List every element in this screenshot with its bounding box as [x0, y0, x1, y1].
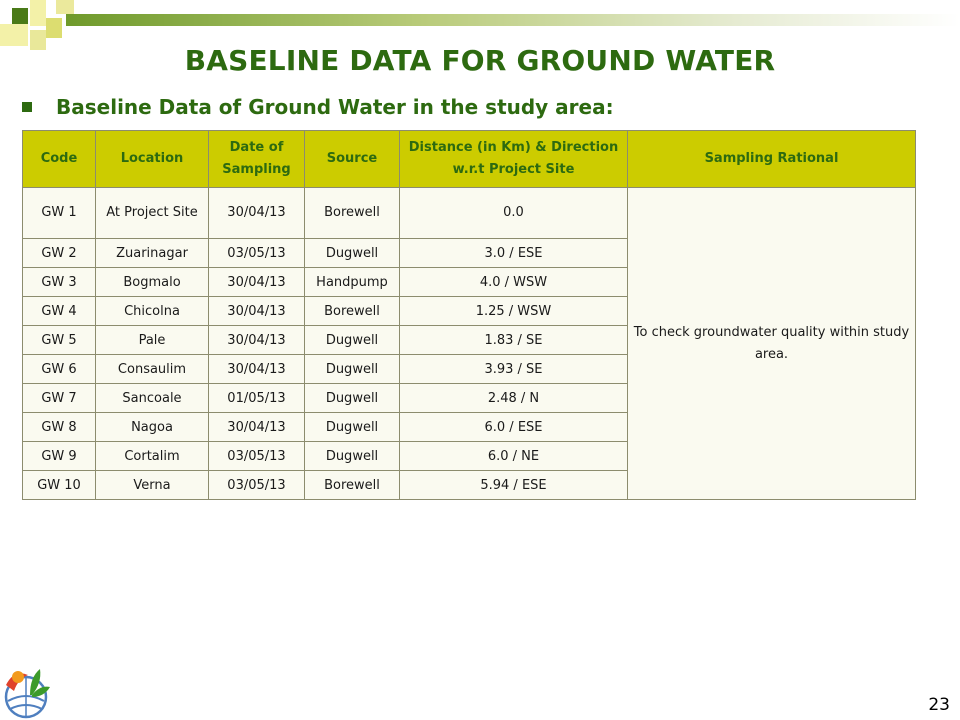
cell-date: 30/04/13 — [209, 297, 305, 326]
cell-distance: 1.25 / WSW — [400, 297, 628, 326]
cell-date: 03/05/13 — [209, 239, 305, 268]
cell-code: GW 3 — [23, 268, 96, 297]
cell-distance: 3.0 / ESE — [400, 239, 628, 268]
cell-location: Bogmalo — [96, 268, 209, 297]
cell-code: GW 1 — [23, 188, 96, 239]
cell-location: Pale — [96, 326, 209, 355]
column-header-code: Code — [23, 131, 96, 188]
cell-location: Zuarinagar — [96, 239, 209, 268]
cell-date: 03/05/13 — [209, 442, 305, 471]
cell-distance: 5.94 / ESE — [400, 471, 628, 500]
cell-location: At Project Site — [96, 188, 209, 239]
decor-square — [0, 24, 28, 46]
column-header-date: Date of Sampling — [209, 131, 305, 188]
cell-code: GW 10 — [23, 471, 96, 500]
cell-source: Dugwell — [305, 442, 400, 471]
cell-distance: 6.0 / NE — [400, 442, 628, 471]
cell-date: 30/04/13 — [209, 413, 305, 442]
table-header-row — [23, 131, 916, 188]
slide-subtitle: Baseline Data of Ground Water in the study area: — [56, 95, 614, 119]
cell-code: GW 2 — [23, 239, 96, 268]
cell-date: 30/04/13 — [209, 188, 305, 239]
slide-title: BASELINE DATA FOR GROUND WATER — [184, 44, 776, 77]
cell-code: GW 5 — [23, 326, 96, 355]
cell-date: 30/04/13 — [209, 355, 305, 384]
page-number: 23 — [928, 695, 950, 715]
cell-date: 03/05/13 — [209, 471, 305, 500]
header-gradient-bar — [66, 14, 960, 26]
cell-code: GW 6 — [23, 355, 96, 384]
cell-source: Dugwell — [305, 239, 400, 268]
cell-distance: 6.0 / ESE — [400, 413, 628, 442]
decor-square — [30, 0, 46, 26]
decor-square — [46, 18, 62, 38]
column-header-source: Source — [305, 131, 400, 188]
cell-source: Borewell — [305, 297, 400, 326]
cell-source: Borewell — [305, 188, 400, 239]
decor-square — [12, 8, 28, 24]
cell-distance: 2.48 / N — [400, 384, 628, 413]
cell-source: Dugwell — [305, 326, 400, 355]
column-header-location: Location — [96, 131, 209, 188]
table-row — [23, 188, 916, 239]
cell-date: 30/04/13 — [209, 326, 305, 355]
cell-source: Dugwell — [305, 384, 400, 413]
subtitle-bullet-row — [22, 95, 614, 119]
cell-location: Sancoale — [96, 384, 209, 413]
cell-date: 30/04/13 — [209, 268, 305, 297]
cell-date: 01/05/13 — [209, 384, 305, 413]
cell-source: Dugwell — [305, 355, 400, 384]
cell-location: Chicolna — [96, 297, 209, 326]
cell-location: Consaulim — [96, 355, 209, 384]
organization-logo-icon — [0, 655, 56, 720]
cell-distance: 4.0 / WSW — [400, 268, 628, 297]
bullet-square-icon — [22, 102, 32, 112]
cell-location: Nagoa — [96, 413, 209, 442]
cell-location: Cortalim — [96, 442, 209, 471]
column-header-distance: Distance (in Km) & Direction w.r.t Project Site — [400, 131, 628, 188]
cell-source: Handpump — [305, 268, 400, 297]
cell-distance: 0.0 — [400, 188, 628, 239]
groundwater-table — [22, 130, 916, 500]
cell-code: GW 8 — [23, 413, 96, 442]
column-header-sampling-rational: Sampling Rational — [628, 131, 916, 188]
cell-location: Verna — [96, 471, 209, 500]
cell-source: Dugwell — [305, 413, 400, 442]
decor-square — [56, 0, 74, 14]
cell-code: GW 7 — [23, 384, 96, 413]
cell-source: Borewell — [305, 471, 400, 500]
cell-sampling-rational: To check groundwater quality within study area. — [628, 188, 916, 500]
cell-distance: 1.83 / SE — [400, 326, 628, 355]
cell-code: GW 4 — [23, 297, 96, 326]
cell-distance: 3.93 / SE — [400, 355, 628, 384]
cell-code: GW 9 — [23, 442, 96, 471]
